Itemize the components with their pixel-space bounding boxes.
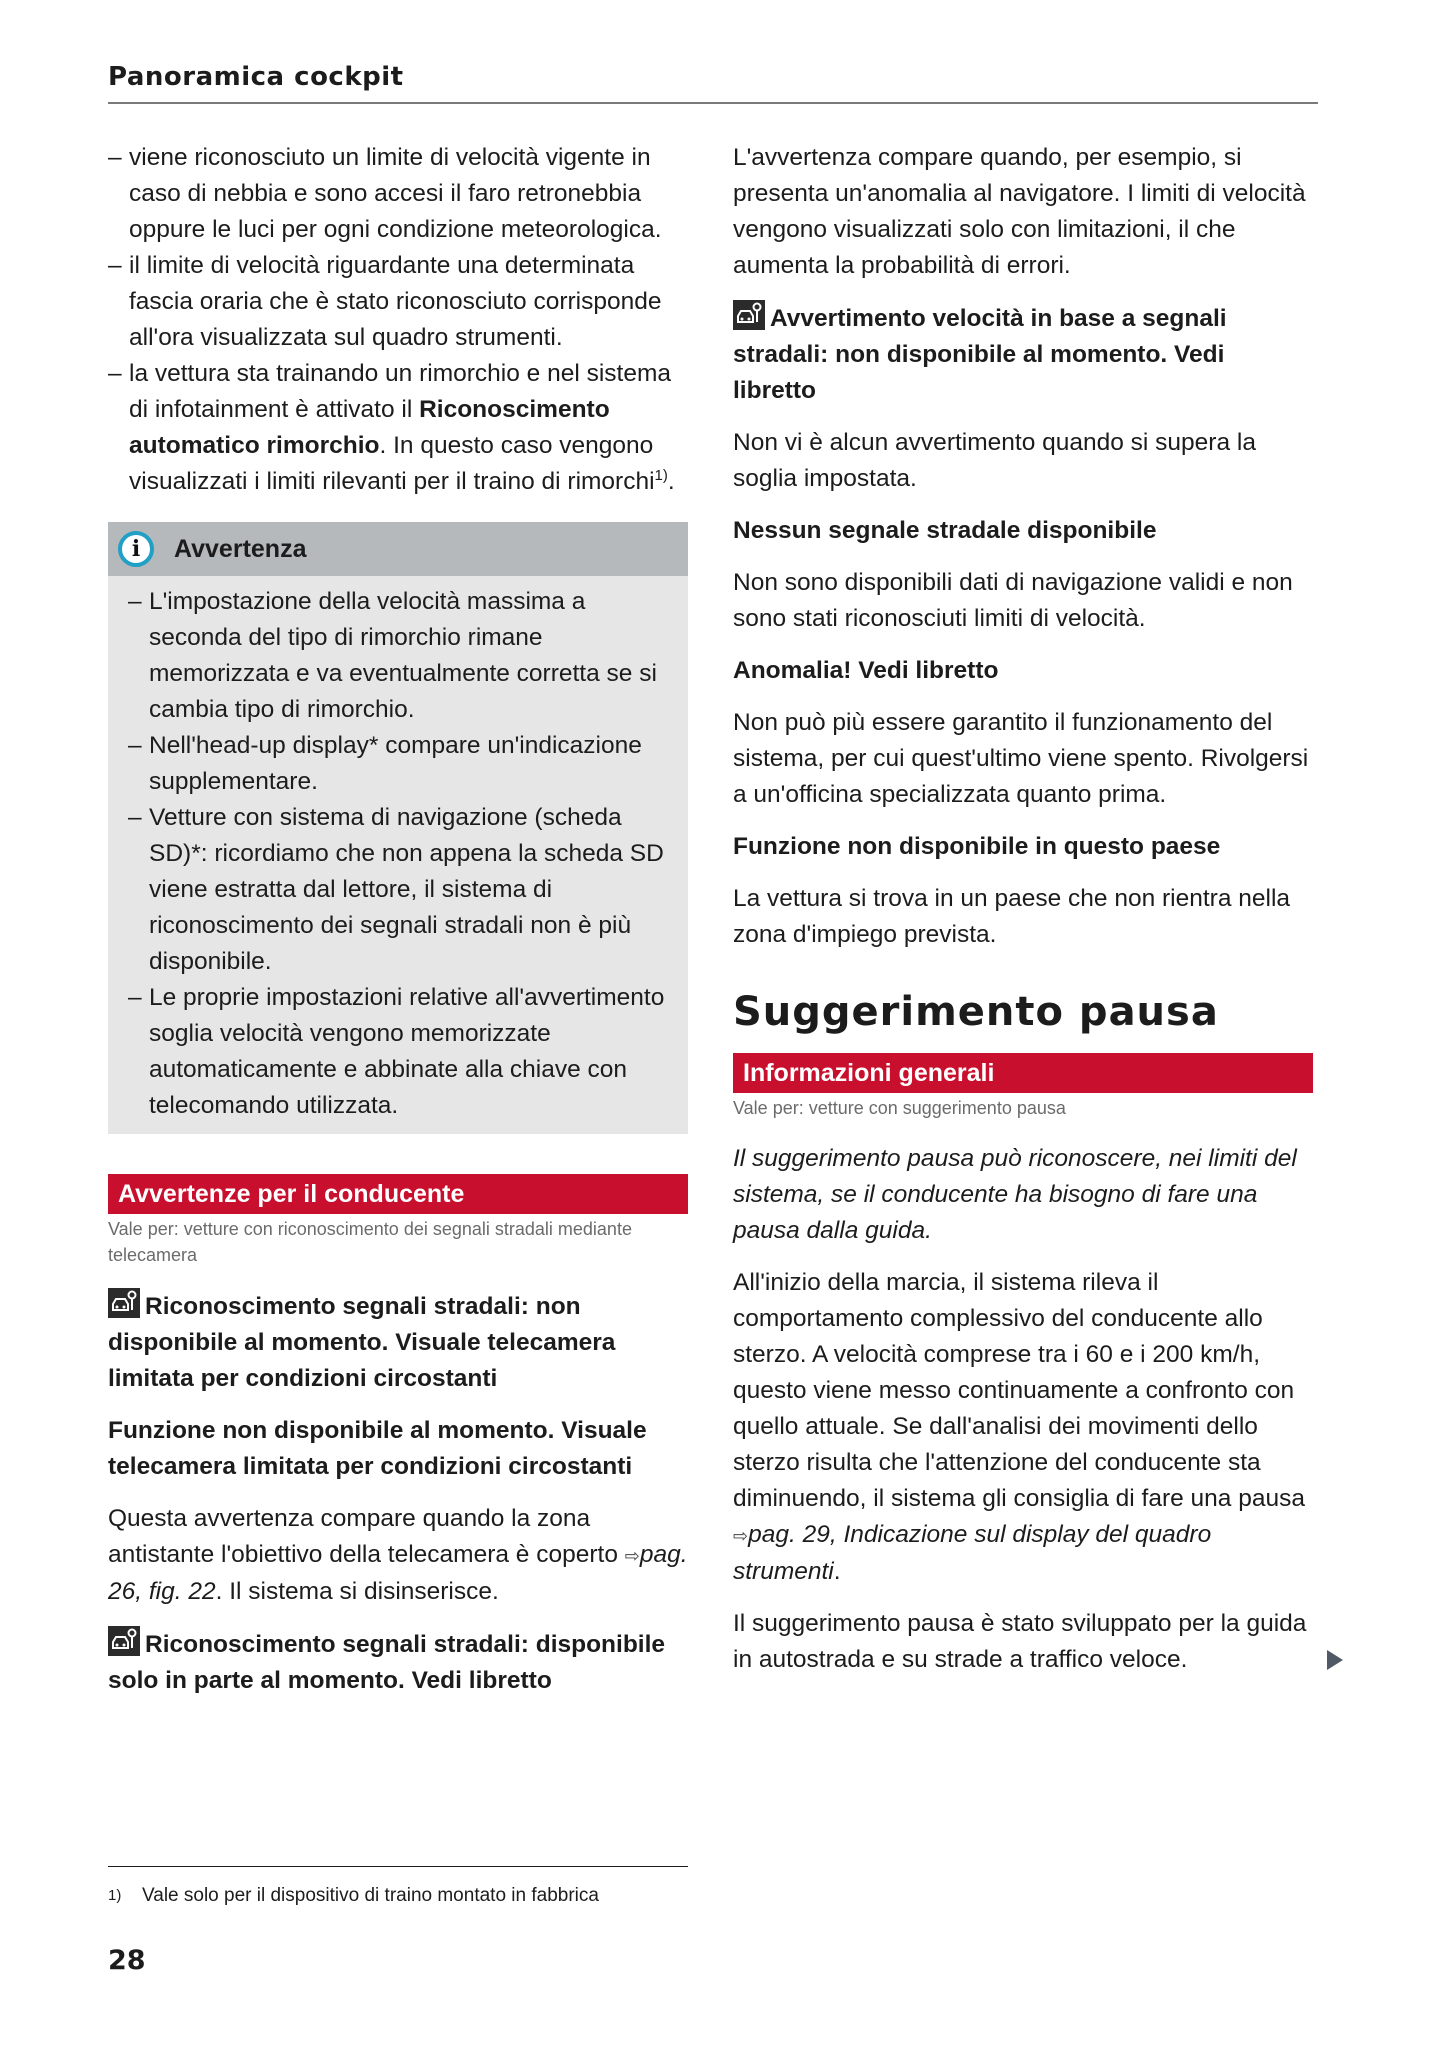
header-divider — [108, 102, 1318, 104]
traffic-sign-recognition-icon — [108, 1288, 140, 1318]
paragraph — [733, 1265, 1313, 1590]
punctuation: . — [667, 468, 675, 495]
note-box — [108, 522, 688, 1134]
paragraph: La vettura si trova in un paese che non rientra nella zona d'impiego prevista. — [733, 885, 1291, 948]
note-body — [108, 576, 688, 1134]
note-item: – L'impostazione della velocità massima a seconda del tipo di rimorchio rimane memorizzata e va eventualmente corretta se si cambia tipo di rimorchio. — [128, 584, 668, 728]
paragraph: Non vi è alcun avvertimento quando si supera la soglia impostata. — [733, 429, 1256, 492]
footnote-row — [108, 1883, 688, 1909]
paragraph — [108, 1501, 688, 1610]
traffic-sign-recognition-icon — [733, 300, 765, 330]
list-item: – viene riconosciuto un limite di velocità vigente in caso di nebbia e sono accesi il faro retronebbia oppure le luci per ogni condizione meteorologica. — [108, 140, 688, 248]
running-header-title: Panoramica cockpit — [108, 62, 404, 92]
paragraph — [733, 1606, 1313, 1678]
paragraph-text: . Il sistema si disinserisce. — [215, 1578, 499, 1605]
chapter-title: Suggerimento pausa — [733, 989, 1219, 1035]
warning-title — [108, 1626, 688, 1699]
footnote-divider — [108, 1866, 688, 1867]
note-header — [108, 522, 688, 576]
note-list — [128, 584, 668, 1124]
subheading: Funzione non disponibile al momento. Visuale telecamera limitata per condizioni circostanti — [108, 1417, 647, 1480]
right-column — [733, 140, 1313, 1694]
footnote-mark: 1) — [108, 1887, 122, 1904]
footnote-text: Vale solo per il dispositivo di traino montato in fabbrica — [142, 1885, 599, 1906]
section-title-bar: Avvertenze per il conducente — [108, 1174, 688, 1214]
applies-to-note: Vale per: vetture con suggerimento pausa — [733, 1098, 1066, 1118]
subheading: Funzione non disponibile in questo paese — [733, 833, 1221, 860]
paragraph-text: Il suggerimento pausa è stato sviluppato per la guida in autostrada e su strade a traffico veloce. — [733, 1610, 1307, 1673]
paragraph-text: . — [833, 1558, 841, 1585]
warning-title-text: Riconoscimento segnali stradali: disponibile solo in parte al momento. Vedi libretto — [108, 1631, 666, 1694]
paragraph: L'avvertenza compare quando, per esempio, si presenta un'anomalia al navigatore. I limiti di velocità vengono visualizzati solo con limitazioni, il che aumenta la probabilità di errori. — [733, 144, 1306, 279]
cross-reference-arrow-icon: ⇨ — [733, 1526, 749, 1546]
bold-term: Riconoscimento automatico rimorchio — [129, 396, 610, 459]
condition-list — [108, 140, 688, 500]
note-item: – Le proprie impostazioni relative all'avvertimento soglia velocità vengono memorizzate automaticamente e abbinate alla chiave con telecomando utilizzata. — [128, 980, 668, 1124]
list-item: – il limite di velocità riguardante una determinata fascia oraria che è stato riconosciuto corrisponde all'ora visualizzata sul quadro strumenti. — [108, 248, 688, 356]
warning-title-text: Avvertimento velocità in base a segnali stradali: non disponibile al momento. Vedi libretto — [733, 305, 1227, 404]
applies-to-note: Vale per: vetture con riconoscimento dei segnali stradali mediante telecamera — [108, 1219, 632, 1265]
note-item: – Vetture con sistema di navigazione (scheda SD)*: ricordiamo che non appena la scheda SD viene estratta dal lettore, il sistema di riconoscimento dei segnali stradali non è più disponibile. — [128, 800, 668, 980]
warning-title-text: Riconoscimento segnali stradali: non disponibile al momento. Visuale telecamera limitata per condizioni circostanti — [108, 1293, 616, 1392]
paragraph-text: All'inizio della marcia, il sistema rileva il comportamento complessivo del conducente allo sterzo. A velocità comprese tra i 60 e i 200 km/h, questo viene messo continuamente a confronto con quello attuale. Se dall'analisi dei movimenti dello sterzo risulta che l'attenzione del conducente sta diminuendo, il sistema gli consiglia di fare una pausa — [733, 1269, 1305, 1512]
list-item — [108, 356, 688, 500]
paragraph-text: Questa avvertenza compare quando la zona antistante l'obiettivo della telecamera è coperto — [108, 1505, 625, 1568]
left-column — [108, 140, 688, 1715]
paragraph: Non sono disponibili dati di navigazione validi e non sono stati riconosciuti limiti di velocità. — [733, 569, 1293, 632]
note-item: – Nell'head-up display* compare un'indicazione supplementare. — [128, 728, 668, 800]
subheading: Nessun segnale stradale disponibile — [733, 517, 1157, 544]
section-title-bar: Informazioni generali — [733, 1053, 1313, 1093]
subheading: Anomalia! Vedi libretto — [733, 657, 999, 684]
continue-arrow-icon — [1327, 1650, 1343, 1670]
footnote-reference[interactable]: 1) — [654, 466, 668, 484]
cross-reference-arrow-icon: ⇨ — [624, 1546, 640, 1566]
note-title: Avvertenza — [174, 535, 307, 563]
info-icon: i — [118, 531, 154, 567]
list-item-text: . In questo caso vengono visualizzati i limiti rilevanti per il traino di rimorchi — [129, 432, 655, 495]
paragraph: Non può più essere garantito il funzionamento del sistema, per cui quest'ultimo viene spento. Rivolgersi a un'officina specializzata quanto prima. — [733, 709, 1309, 808]
cross-reference-link[interactable]: pag. 29, Indicazione sul display del quadro strumenti — [733, 1521, 1212, 1585]
warning-title — [108, 1288, 688, 1397]
cross-reference-link[interactable]: pag. 26, fig. 22 — [108, 1541, 688, 1605]
warning-title — [733, 300, 1313, 409]
intro-paragraph: Il suggerimento pausa può riconoscere, nei limiti del sistema, se il conducente ha bisogno di fare una pausa dalla guida. — [733, 1145, 1297, 1244]
list-item-text: la vettura sta trainando un rimorchio e nel sistema di infotainment è attivato il — [129, 360, 671, 423]
traffic-sign-recognition-icon — [108, 1626, 140, 1656]
page-number: 28 — [108, 1945, 146, 1976]
footnote — [108, 1866, 688, 1909]
page-header — [108, 62, 1318, 92]
